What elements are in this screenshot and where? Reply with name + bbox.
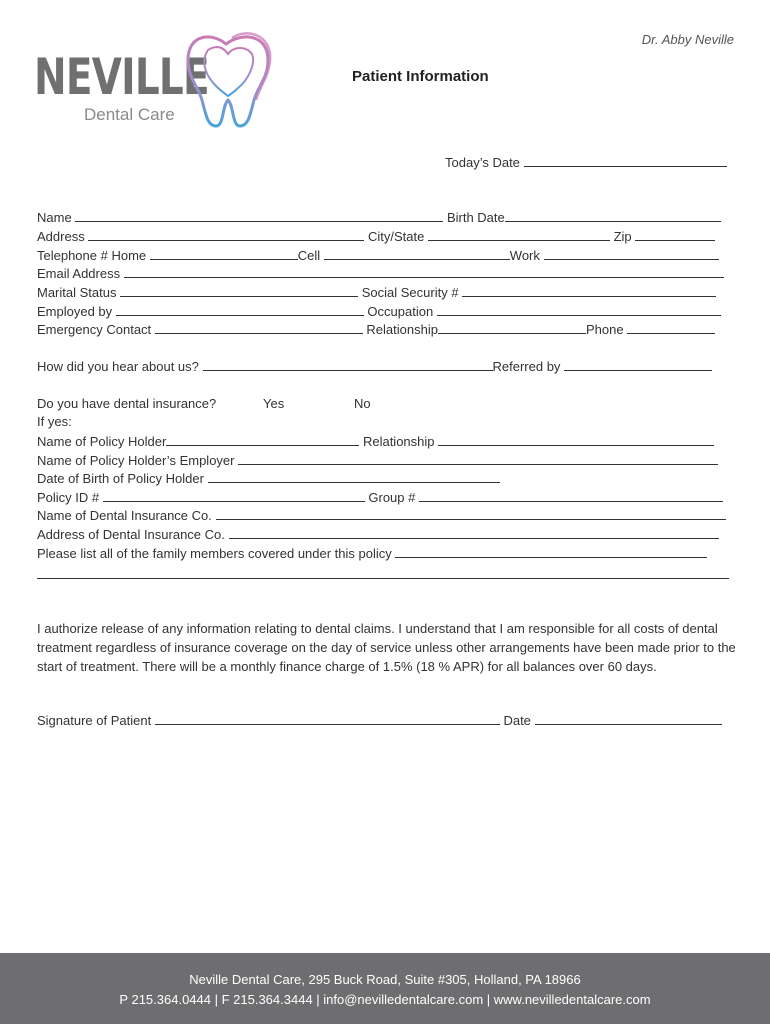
employed-by-label: Employed by <box>37 304 113 319</box>
cell-field[interactable] <box>324 247 510 260</box>
insurance-name-label: Name of Dental Insurance Co. <box>37 508 212 523</box>
logo-subtitle: Dental Care <box>84 105 175 124</box>
emergency-contact-field[interactable] <box>155 321 363 334</box>
email-label: Email Address <box>37 266 121 281</box>
hear-about-field[interactable] <box>203 358 493 371</box>
family-members-label: Please list all of the family members covered under this policy <box>37 546 392 561</box>
occupation-label: Occupation <box>367 304 434 319</box>
name-row <box>37 209 721 227</box>
policy-id-row <box>37 489 723 507</box>
footer-address: Neville Dental Care, 295 Buck Road, Suite #305, Holland, PA 18966 <box>189 972 581 987</box>
marital-row <box>37 284 716 302</box>
cell-label: Cell <box>297 248 321 263</box>
policy-employer-row <box>37 452 718 470</box>
family-members-extra-line[interactable] <box>37 578 729 579</box>
policy-holder-field[interactable] <box>166 433 359 446</box>
page-title: Patient Information <box>352 68 489 85</box>
emergency-row <box>37 321 715 339</box>
footer <box>0 953 770 1024</box>
practice-logo <box>32 30 282 135</box>
insurance-question-label: Do you have dental insurance? <box>37 396 217 411</box>
birth-date-label: Birth Date <box>446 210 505 225</box>
insurance-address-row <box>37 526 719 544</box>
group-label: Group # <box>368 490 416 505</box>
todays-date-field[interactable] <box>524 154 727 167</box>
logo-wordmark: NEVILLE <box>34 48 209 106</box>
policy-relationship-label: Relationship <box>362 434 435 449</box>
relationship-field[interactable] <box>438 321 586 334</box>
employed-by-field[interactable] <box>116 303 364 316</box>
work-label: Work <box>509 248 540 263</box>
marital-status-label: Marital Status <box>37 285 117 300</box>
address-field[interactable] <box>88 228 364 241</box>
insurance-address-label: Address of Dental Insurance Co. <box>37 527 225 542</box>
ssn-label: Social Security # <box>361 285 459 300</box>
policy-dob-field[interactable] <box>208 470 500 483</box>
phone-field[interactable] <box>627 321 715 334</box>
emergency-contact-label: Emergency Contact <box>37 322 152 337</box>
name-label: Name <box>37 210 72 225</box>
marital-status-field[interactable] <box>120 284 358 297</box>
policy-id-label: Policy ID # <box>37 490 100 505</box>
policy-employer-label: Name of Policy Holder’s Employer <box>37 453 235 468</box>
todays-date-label: Today’s Date <box>445 155 520 170</box>
doctor-name: Dr. Abby Neville <box>641 32 734 47</box>
referred-by-label: Referred by <box>492 359 561 374</box>
birth-date-field[interactable] <box>505 209 721 222</box>
insurance-name-row <box>37 507 726 525</box>
referred-by-field[interactable] <box>564 358 712 371</box>
policy-holder-label: Name of Policy Holder <box>37 434 167 449</box>
policy-dob-row <box>37 470 500 488</box>
signature-date-label: Date <box>503 713 531 728</box>
hear-about-label: How did you hear about us? <box>37 359 199 374</box>
insurance-yes-option[interactable]: Yes <box>263 396 285 411</box>
relationship-label: Relationship <box>366 322 438 337</box>
tooth-icon <box>182 30 274 130</box>
name-field[interactable] <box>75 209 443 222</box>
zip-label: Zip <box>613 229 632 244</box>
group-field[interactable] <box>419 489 723 502</box>
todays-date-row <box>445 154 727 172</box>
policy-id-field[interactable] <box>103 489 365 502</box>
occupation-field[interactable] <box>437 303 721 316</box>
city-state-label: City/State <box>367 229 425 244</box>
referral-row <box>37 358 712 376</box>
phone-label: Phone <box>585 322 624 337</box>
address-label: Address <box>37 229 85 244</box>
insurance-name-field[interactable] <box>216 507 726 520</box>
signature-row <box>37 712 722 730</box>
policy-relationship-field[interactable] <box>438 433 714 446</box>
email-field[interactable] <box>124 265 724 278</box>
address-row <box>37 228 715 246</box>
footer-contact: P 215.364.0444 | F 215.364.3444 | info@nevilledentalcare.com | www.nevilledentalcare.com <box>119 992 651 1007</box>
family-members-field[interactable] <box>395 545 707 558</box>
if-yes-label: If yes: <box>37 414 72 429</box>
ssn-field[interactable] <box>462 284 716 297</box>
insurance-address-field[interactable] <box>229 526 719 539</box>
insurance-no-option[interactable]: No <box>354 396 371 411</box>
work-field[interactable] <box>544 247 719 260</box>
telephone-row <box>37 247 719 265</box>
family-members-row <box>37 545 707 563</box>
insurance-question-row <box>37 395 216 413</box>
authorization-text: I authorize release of any information relating to dental claims. I understand that I am responsible for all costs of dental treatment regardless of insurance coverage on the day of service unless other arrangements have been made prior to the start of treatment. There will be a monthly finance charge of 1.5% (18 % APR) for all balances over 60 days. <box>37 621 736 674</box>
policy-employer-field[interactable] <box>238 452 718 465</box>
email-row <box>37 265 724 283</box>
signature-date-field[interactable] <box>535 712 722 725</box>
policy-holder-row <box>37 433 714 451</box>
telephone-home-label: Telephone # Home <box>37 248 147 263</box>
employment-row <box>37 303 721 321</box>
signature-label: Signature of Patient <box>37 713 152 728</box>
city-state-field[interactable] <box>428 228 610 241</box>
zip-field[interactable] <box>635 228 715 241</box>
signature-field[interactable] <box>155 712 500 725</box>
policy-dob-label: Date of Birth of Policy Holder <box>37 471 204 486</box>
telephone-home-field[interactable] <box>150 247 298 260</box>
